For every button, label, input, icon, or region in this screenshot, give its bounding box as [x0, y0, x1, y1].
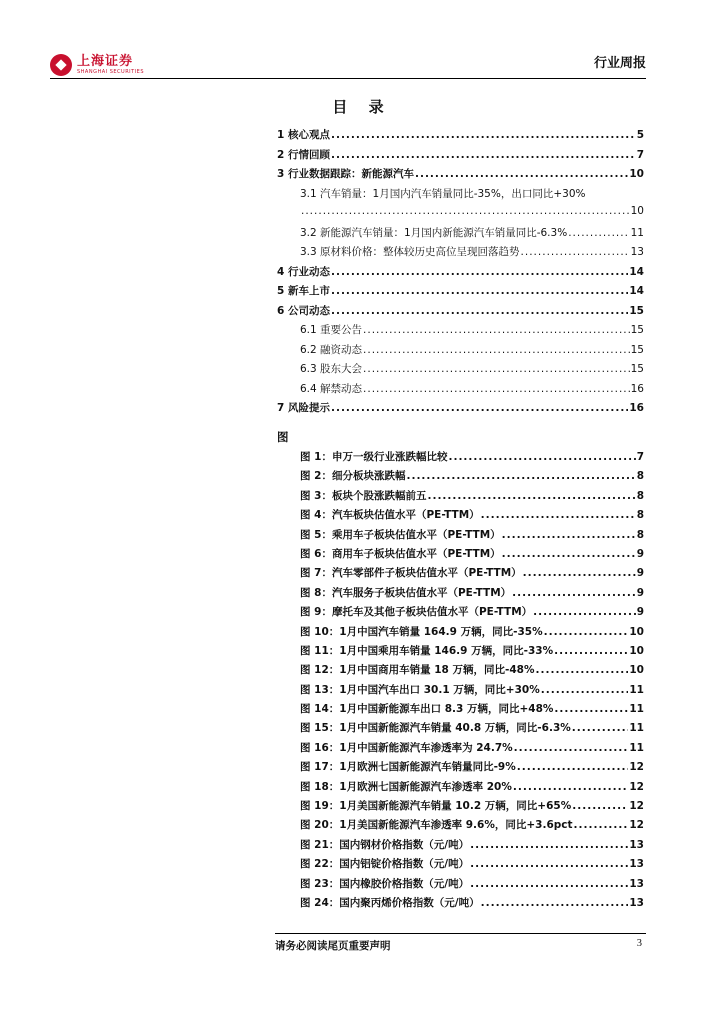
- figure-entry[interactable]: [300, 856, 644, 875]
- dot-leader: [301, 205, 630, 217]
- dot-leader: [427, 490, 635, 502]
- toc-entry-page: 10: [629, 168, 644, 180]
- figure-entry[interactable]: [300, 720, 644, 739]
- dot-leader: [513, 781, 629, 793]
- figure-entry-label: 图 6：商用车子板块估值水平（PE-TTM）: [300, 547, 501, 560]
- dot-leader: [470, 878, 628, 890]
- figure-entry-label: 图 11：1月中国乘用车销量 146.9 万辆，同比-33%: [300, 644, 554, 657]
- dot-leader: [331, 266, 628, 278]
- toc-entry-page: 15: [629, 304, 644, 317]
- toc-entry-page: 15: [630, 363, 644, 375]
- figure-entry[interactable]: [300, 488, 644, 507]
- figure-entry-label: 图 5：乘用车子板块估值水平（PE-TTM）: [300, 528, 501, 541]
- toc-entry[interactable]: [277, 244, 644, 264]
- figure-entry-label: 图 12：1月中国商用车销量 18 万辆，同比-48%: [300, 664, 535, 677]
- figure-entry-page: 8: [636, 528, 644, 541]
- toc-entry[interactable]: [277, 322, 644, 342]
- dot-leader: [363, 344, 630, 356]
- figure-entry[interactable]: [300, 837, 644, 856]
- dot-leader: [331, 129, 636, 141]
- dot-leader: [502, 548, 636, 560]
- toc-entry-page: 14: [629, 285, 644, 297]
- toc-entry-label: 1 核心观点: [277, 129, 330, 141]
- toc-entry-page: 15: [630, 324, 644, 336]
- toc-entry-label: 4 行业动态: [277, 265, 330, 278]
- dot-leader: [544, 626, 629, 638]
- figure-entry[interactable]: [300, 449, 644, 468]
- toc-entry[interactable]: [277, 342, 644, 362]
- toc-entry[interactable]: [277, 361, 644, 381]
- toc-entry[interactable]: [277, 166, 644, 186]
- figure-entry[interactable]: [300, 527, 644, 546]
- figure-entry-page: 9: [636, 547, 644, 560]
- figure-entry-page: 10: [629, 644, 644, 657]
- toc-entry-label: 3.1 汽车销量：1月国内汽车销量同比-35%，出口同比+30%: [300, 187, 586, 200]
- dot-leader: [363, 324, 630, 336]
- toc-title: 目 录: [332, 98, 392, 116]
- figure-entry-label: 图 21：国内钢材价格指数（元/吨）: [300, 838, 470, 851]
- toc-entry[interactable]: [277, 225, 644, 245]
- dot-leader: [406, 470, 635, 482]
- toc-entry[interactable]: [277, 147, 644, 167]
- toc-entry-page: 11: [630, 226, 644, 239]
- dot-leader: [470, 858, 628, 870]
- dot-leader: [554, 645, 628, 657]
- figure-entry-label: 图 2：细分板块涨跌幅: [300, 470, 406, 483]
- dot-leader: [514, 742, 629, 754]
- dot-leader: [572, 800, 628, 812]
- toc-entry-label: 3.3 原材料价格：整体较历史高位呈现回落趋势: [300, 246, 520, 258]
- figure-entry-label: 图 23：国内橡胶价格指数（元/吨）: [300, 877, 470, 890]
- logo-name-en: SHANGHAI SECURITIES: [77, 69, 145, 75]
- dot-leader: [415, 168, 628, 180]
- figure-entry[interactable]: [300, 507, 644, 526]
- figure-entry-page: 13: [629, 896, 644, 909]
- toc-entry-label: 6.2 融资动态: [300, 343, 363, 356]
- figure-entry-label: 图 8：汽车服务子板块估值水平（PE-TTM）: [300, 586, 512, 599]
- figure-entry-label: 图 13：1月中国汽车出口 30.1 万辆，同比+30%: [300, 683, 540, 696]
- figure-entry[interactable]: [300, 817, 644, 836]
- figure-entry[interactable]: [300, 585, 644, 604]
- figure-entry-page: 9: [636, 567, 644, 580]
- toc-entry-page: 5: [636, 129, 644, 141]
- company-logo: [50, 54, 144, 76]
- figure-entry[interactable]: [300, 546, 644, 565]
- toc-entry[interactable]: [277, 283, 644, 303]
- figure-entry-label: 图 3：板块个股涨跌幅前五: [300, 489, 427, 502]
- figure-entry[interactable]: [300, 701, 644, 720]
- toc-entry-label: 6.4 解禁动态: [300, 382, 363, 395]
- figure-entry-page: 11: [629, 683, 644, 696]
- figure-entry[interactable]: [300, 468, 644, 487]
- figure-entry-label: 图 14：1月中国新能源车出口 8.3 万辆，同比+48%: [300, 703, 554, 716]
- dot-leader: [502, 529, 636, 541]
- dot-leader: [363, 383, 630, 395]
- toc-entry-label: 3.2 新能源汽车销量：1月国内新能源汽车销量同比-6.3%: [300, 226, 568, 239]
- dot-leader: [448, 451, 635, 463]
- figure-entry-page: 13: [629, 877, 644, 890]
- toc-entry-page: 10: [630, 205, 644, 217]
- figure-list-heading: 图: [277, 430, 289, 444]
- toc-entry-label: 7 风险提示: [277, 402, 330, 414]
- logo-name-cn: 上海证券: [77, 54, 134, 69]
- dot-leader: [481, 509, 636, 521]
- figure-entry-page: 7: [636, 451, 644, 463]
- figure-entry-page: 8: [636, 509, 644, 522]
- figure-entry-label: 图 4：汽车板块估值水平（PE-TTM）: [300, 509, 480, 522]
- figure-entry-page: 11: [629, 703, 644, 716]
- figure-entry-label: 图 19：1月美国新能源汽车销量 10.2 万辆，同比+65%: [300, 800, 572, 813]
- dot-leader: [533, 606, 636, 618]
- page-number: 3: [636, 938, 642, 949]
- figure-entry[interactable]: [300, 682, 644, 701]
- dot-leader: [331, 285, 628, 297]
- figure-entry-page: 8: [636, 489, 644, 502]
- toc-entry[interactable]: [277, 186, 644, 206]
- toc-entry-page: 16: [630, 382, 644, 395]
- footer-disclaimer: 请务必阅读尾页重要声明: [275, 940, 391, 952]
- figure-entry[interactable]: [300, 624, 644, 643]
- figure-entry[interactable]: [300, 662, 644, 681]
- dot-leader: [574, 819, 629, 831]
- toc-entry-page: 14: [629, 265, 644, 278]
- dot-leader: [536, 664, 629, 676]
- figure-entry-label: 图 9：摩托车及其他子板块估值水平（PE-TTM）: [300, 606, 533, 619]
- toc-entry-label: 3 行业数据跟踪：新能源汽车: [277, 168, 414, 180]
- figure-entry-label: 图 18：1月欧洲七国新能源汽车渗透率 20%: [300, 780, 512, 793]
- toc-entry-label: 6 公司动态: [277, 304, 330, 317]
- toc-entry[interactable]: [277, 303, 644, 323]
- figure-entry[interactable]: [300, 798, 644, 817]
- figure-entry[interactable]: [300, 779, 644, 798]
- dot-leader: [517, 761, 629, 773]
- figure-entry-page: 11: [629, 741, 644, 754]
- toc-entry[interactable]: [277, 400, 644, 420]
- header-divider: [50, 78, 646, 79]
- dot-leader: [331, 402, 628, 414]
- figure-entry-label: 图 15：1月中国新能源汽车销量 40.8 万辆，同比-6.3%: [300, 722, 571, 735]
- toc-entry-label: 5 新车上市: [277, 285, 330, 297]
- figure-entry-label: 图 24：国内聚丙烯价格指数（元/吨）: [300, 896, 480, 909]
- dot-leader: [572, 722, 629, 734]
- dot-leader: [331, 149, 636, 161]
- figure-entry-page: 11: [629, 722, 644, 735]
- page-header: [50, 48, 646, 78]
- figure-entry-page: 12: [629, 780, 644, 793]
- toc-entry-page: 7: [636, 148, 644, 161]
- dot-leader: [512, 587, 636, 599]
- toc-entry-label: 6.1 重要公告: [300, 324, 363, 336]
- figure-entry-page: 13: [629, 838, 644, 851]
- figure-entry[interactable]: [300, 876, 644, 895]
- figure-entry[interactable]: [300, 643, 644, 662]
- figure-entry-label: 图 1：申万一级行业涨跌幅比较: [300, 451, 448, 463]
- figure-entry-label: 图 16：1月中国新能源汽车渗透率为 24.7%: [300, 741, 513, 754]
- dot-leader: [568, 227, 629, 239]
- dot-leader: [541, 684, 629, 696]
- figure-entry-page: 9: [636, 606, 644, 619]
- figure-entry-page: 12: [629, 800, 644, 813]
- figure-entry[interactable]: [300, 895, 644, 914]
- dot-leader: [523, 567, 636, 579]
- toc-entry-label: 2 行情回顾: [277, 148, 330, 161]
- dot-leader: [481, 897, 629, 909]
- figure-entry-page: 12: [629, 761, 644, 774]
- toc-entry[interactable]: [277, 205, 644, 225]
- dot-leader: [470, 839, 628, 851]
- figure-entry[interactable]: [300, 565, 644, 584]
- toc-entry[interactable]: [277, 127, 644, 147]
- toc-list: [277, 127, 644, 420]
- figure-entry-page: 12: [629, 819, 644, 832]
- figure-entry-label: 图 22：国内铝锭价格指数（元/吨）: [300, 858, 470, 871]
- logo-icon: [50, 54, 72, 76]
- toc-entry[interactable]: [277, 264, 644, 284]
- figure-entry-label: 图 20：1月美国新能源汽车渗透率 9.6%，同比+3.6pct: [300, 819, 573, 832]
- figure-entry[interactable]: [300, 759, 644, 778]
- figure-entry-page: 9: [636, 586, 644, 599]
- toc-entry-page: 13: [630, 246, 644, 258]
- toc-entry-page: 16: [629, 402, 644, 414]
- figure-entry-page: 10: [629, 664, 644, 677]
- dot-leader: [331, 305, 628, 317]
- figure-list: [300, 449, 644, 914]
- report-type-label: 行业周报: [593, 56, 646, 71]
- dot-leader: [554, 703, 628, 715]
- dot-leader: [521, 246, 630, 258]
- figure-entry-label: 图 10：1月中国汽车销量 164.9 万辆，同比-35%: [300, 625, 543, 638]
- figure-entry-label: 图 17：1月欧洲七国新能源汽车销量同比-9%: [300, 761, 516, 774]
- figure-entry-page: 8: [636, 470, 644, 483]
- figure-entry-page: 10: [629, 625, 644, 638]
- toc-entry-page: 15: [630, 343, 644, 356]
- figure-entry[interactable]: [300, 740, 644, 759]
- toc-entry[interactable]: [277, 381, 644, 401]
- footer-divider: [275, 933, 646, 934]
- figure-entry-label: 图 7：汽车零部件子板块估值水平（PE-TTM）: [300, 567, 522, 580]
- toc-entry-label: 6.3 股东大会: [300, 363, 363, 375]
- figure-entry[interactable]: [300, 604, 644, 623]
- figure-entry-page: 13: [629, 858, 644, 871]
- dot-leader: [363, 363, 630, 375]
